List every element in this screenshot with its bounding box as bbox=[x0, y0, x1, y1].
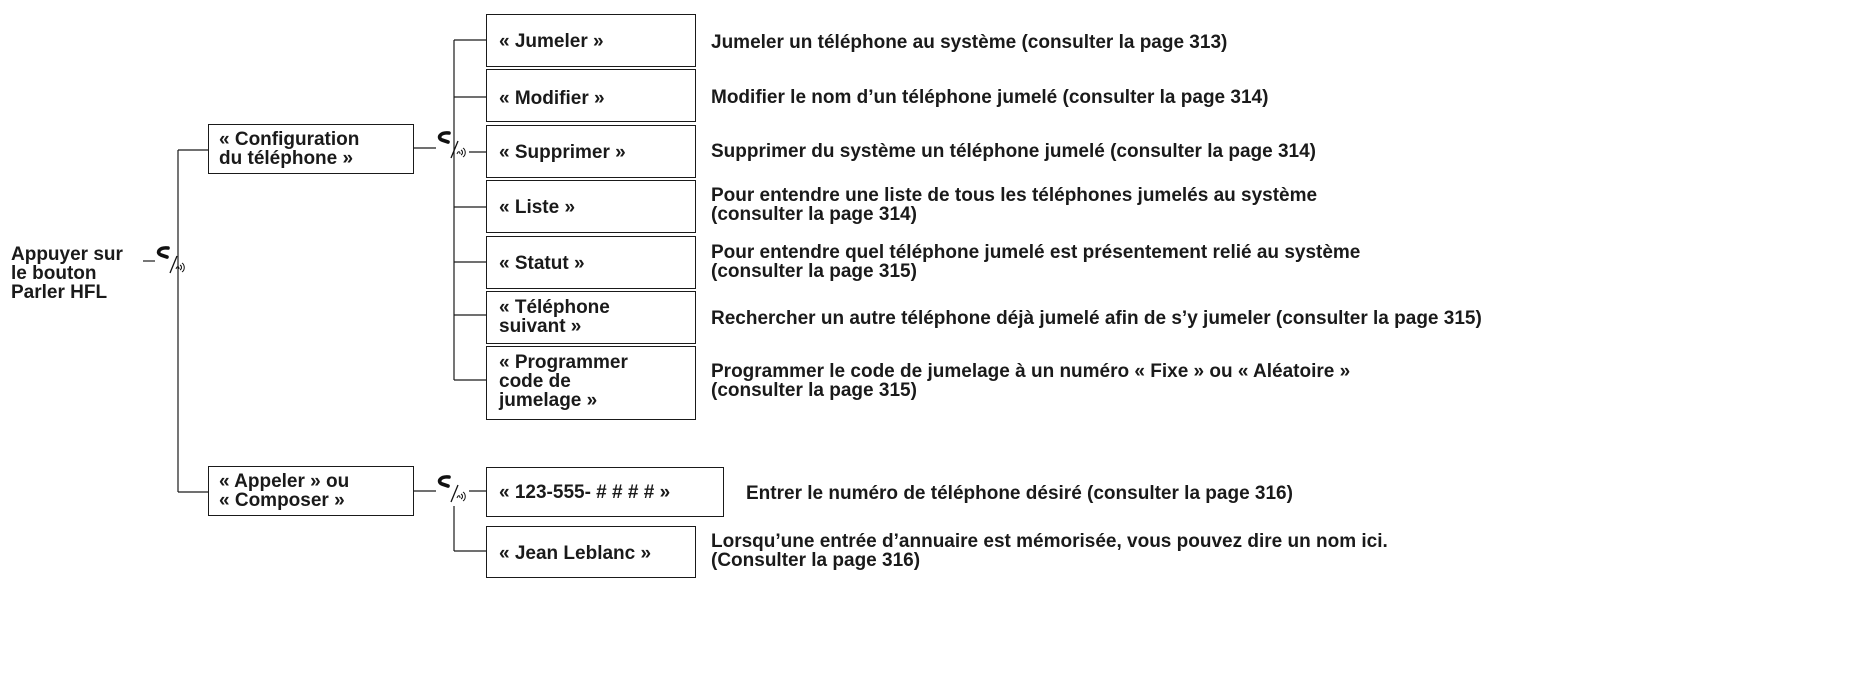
option-label: « Jumeler » bbox=[499, 31, 604, 52]
option-description: Pour entendre une liste de tous les téléphones jumelés au système (consulter la page 314) bbox=[711, 185, 1318, 225]
option-description: Programmer le code de jumelage à un numéro « Fixe » ou « Aléatoire » (consulter la page 315) bbox=[711, 361, 1351, 401]
voice-command-icon bbox=[436, 128, 470, 164]
call-label: « Appeler » ou « Composer » bbox=[219, 471, 350, 511]
option-description: Lorsqu’une entrée d’annuaire est mémorisée, vous pouvez dire un nom ici. (Consulter la page 316) bbox=[711, 531, 1388, 571]
option-label: « Statut » bbox=[499, 253, 585, 274]
option-label: « 123-555- # # # # » bbox=[499, 482, 671, 503]
option-label: « Liste » bbox=[499, 197, 576, 218]
option-box-delete bbox=[486, 125, 696, 178]
option-box-list bbox=[486, 180, 696, 233]
phone-setup-box bbox=[208, 124, 414, 174]
root-label: Appuyer sur le bouton Parler HFL bbox=[11, 244, 123, 303]
option-label: « Modifier » bbox=[499, 88, 605, 109]
option-description: Modifier le nom d’un téléphone jumelé (consulter la page 314) bbox=[711, 87, 1269, 108]
option-description: Entrer le numéro de téléphone désiré (consulter la page 316) bbox=[746, 483, 1293, 504]
voice-command-icon bbox=[155, 243, 189, 279]
voice-command-icon bbox=[436, 472, 470, 508]
option-box-program-code bbox=[486, 346, 696, 420]
option-box-number bbox=[486, 467, 724, 517]
option-box-name bbox=[486, 526, 696, 578]
option-description: Pour entendre quel téléphone jumelé est présentement relié au système (consulter la page 315) bbox=[711, 242, 1361, 282]
option-label: « Jean Leblanc » bbox=[499, 543, 652, 564]
phone-setup-label: « Configuration du téléphone » bbox=[219, 129, 360, 169]
option-description: Supprimer du système un téléphone jumelé (consulter la page 314) bbox=[711, 141, 1316, 162]
option-label: « Supprimer » bbox=[499, 142, 626, 163]
option-label: « Programmer code de jumelage » bbox=[499, 352, 628, 411]
option-box-next-phone bbox=[486, 291, 696, 344]
call-box bbox=[208, 466, 414, 516]
option-description: Jumeler un téléphone au système (consulter la page 313) bbox=[711, 32, 1228, 53]
option-box-status bbox=[486, 236, 696, 289]
option-label: « Téléphone suivant » bbox=[499, 297, 610, 337]
option-box-edit bbox=[486, 69, 696, 122]
option-box-pair bbox=[486, 14, 696, 67]
option-description: Rechercher un autre téléphone déjà jumelé afin de s’y jumeler (consulter la page 315) bbox=[711, 308, 1482, 329]
